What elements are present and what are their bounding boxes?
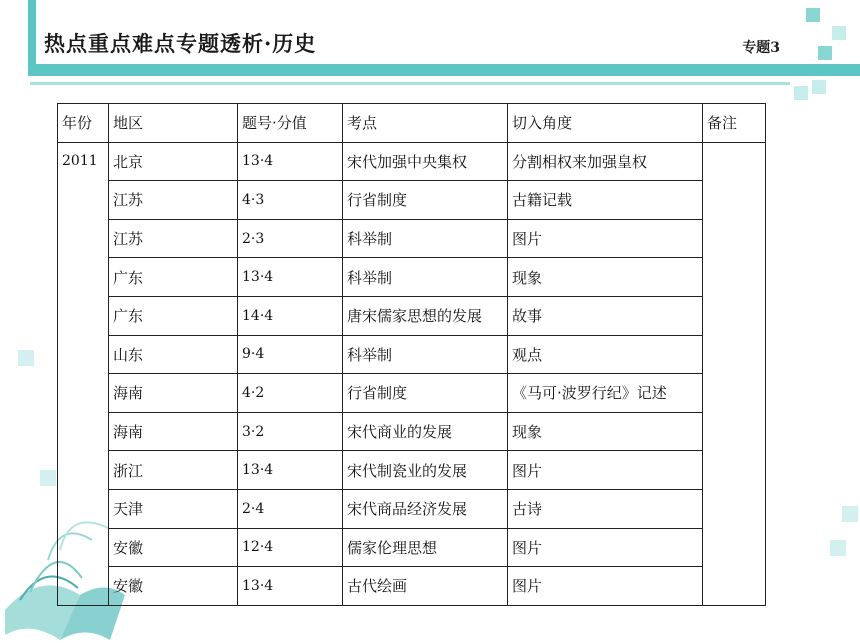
angle-cell: 现象 — [508, 258, 703, 297]
exam-topics-table — [57, 103, 766, 606]
table-row — [58, 258, 766, 297]
region-cell: 天津 — [109, 489, 238, 528]
topic-label: 专题3 — [742, 40, 780, 56]
notes-cell — [703, 142, 766, 605]
region-cell: 安徽 — [109, 567, 238, 606]
column-header: 题号·分值 — [238, 104, 343, 143]
score-cell: 14·4 — [238, 296, 343, 335]
score-cell: 13·4 — [238, 258, 343, 297]
region-cell: 海南 — [109, 374, 238, 413]
point-cell: 行省制度 — [343, 181, 508, 220]
table-row — [58, 528, 766, 567]
table-row — [58, 219, 766, 258]
column-header: 切入角度 — [508, 104, 703, 143]
page-title: 热点重点难点专题透析·历史 — [44, 31, 317, 56]
angle-cell: 观点 — [508, 335, 703, 374]
angle-cell: 现象 — [508, 412, 703, 451]
table-row — [58, 296, 766, 335]
angle-cell: 《马可·波罗行纪》记述 — [508, 374, 703, 413]
column-header: 考点 — [343, 104, 508, 143]
table-row — [58, 489, 766, 528]
decor-square — [832, 26, 846, 40]
point-cell: 宋代加强中央集权 — [343, 142, 508, 181]
table-row — [58, 412, 766, 451]
header-accent-bar — [30, 64, 860, 76]
point-cell: 科举制 — [343, 335, 508, 374]
region-cell: 北京 — [109, 142, 238, 181]
score-cell: 13·4 — [238, 451, 343, 490]
score-cell: 2·4 — [238, 489, 343, 528]
region-cell: 海南 — [109, 412, 238, 451]
table-row — [58, 181, 766, 220]
point-cell: 古代绘画 — [343, 567, 508, 606]
angle-cell: 图片 — [508, 528, 703, 567]
region-cell: 江苏 — [109, 181, 238, 220]
angle-cell: 图片 — [508, 567, 703, 606]
decor-square — [40, 470, 56, 486]
region-cell: 广东 — [109, 296, 238, 335]
decor-square — [812, 80, 826, 94]
header-accent-line — [30, 82, 790, 85]
decor-square — [830, 540, 846, 556]
region-cell: 江苏 — [109, 219, 238, 258]
decor-square — [842, 506, 858, 522]
table-row — [58, 335, 766, 374]
table-header-row — [58, 104, 766, 143]
point-cell: 唐宋儒家思想的发展 — [343, 296, 508, 335]
point-cell: 儒家伦理思想 — [343, 528, 508, 567]
point-cell: 科举制 — [343, 219, 508, 258]
decor-square — [806, 8, 820, 22]
region-cell: 安徽 — [109, 528, 238, 567]
table-row — [58, 374, 766, 413]
score-cell: 2·3 — [238, 219, 343, 258]
decor-square — [794, 86, 808, 100]
point-cell: 宋代制瓷业的发展 — [343, 451, 508, 490]
table-row — [58, 567, 766, 606]
column-header: 地区 — [109, 104, 238, 143]
point-cell: 科举制 — [343, 258, 508, 297]
angle-cell: 故事 — [508, 296, 703, 335]
region-cell: 广东 — [109, 258, 238, 297]
score-cell: 4·2 — [238, 374, 343, 413]
region-cell: 山东 — [109, 335, 238, 374]
point-cell: 宋代商业的发展 — [343, 412, 508, 451]
score-cell: 13·4 — [238, 567, 343, 606]
angle-cell: 图片 — [508, 219, 703, 258]
point-cell: 行省制度 — [343, 374, 508, 413]
table-row — [58, 142, 766, 181]
region-cell: 浙江 — [109, 451, 238, 490]
column-header: 年份 — [58, 104, 109, 143]
angle-cell: 图片 — [508, 451, 703, 490]
column-header: 备注 — [703, 104, 766, 143]
angle-cell: 古籍记载 — [508, 181, 703, 220]
year-cell: 2011 — [58, 142, 109, 605]
decor-square — [818, 46, 832, 60]
score-cell: 12·4 — [238, 528, 343, 567]
score-cell: 13·4 — [238, 142, 343, 181]
score-cell: 3·2 — [238, 412, 343, 451]
angle-cell: 分割相权来加强皇权 — [508, 142, 703, 181]
point-cell: 宋代商品经济发展 — [343, 489, 508, 528]
score-cell: 4·3 — [238, 181, 343, 220]
decor-square — [18, 350, 34, 366]
table-row — [58, 451, 766, 490]
score-cell: 9·4 — [238, 335, 343, 374]
angle-cell: 古诗 — [508, 489, 703, 528]
